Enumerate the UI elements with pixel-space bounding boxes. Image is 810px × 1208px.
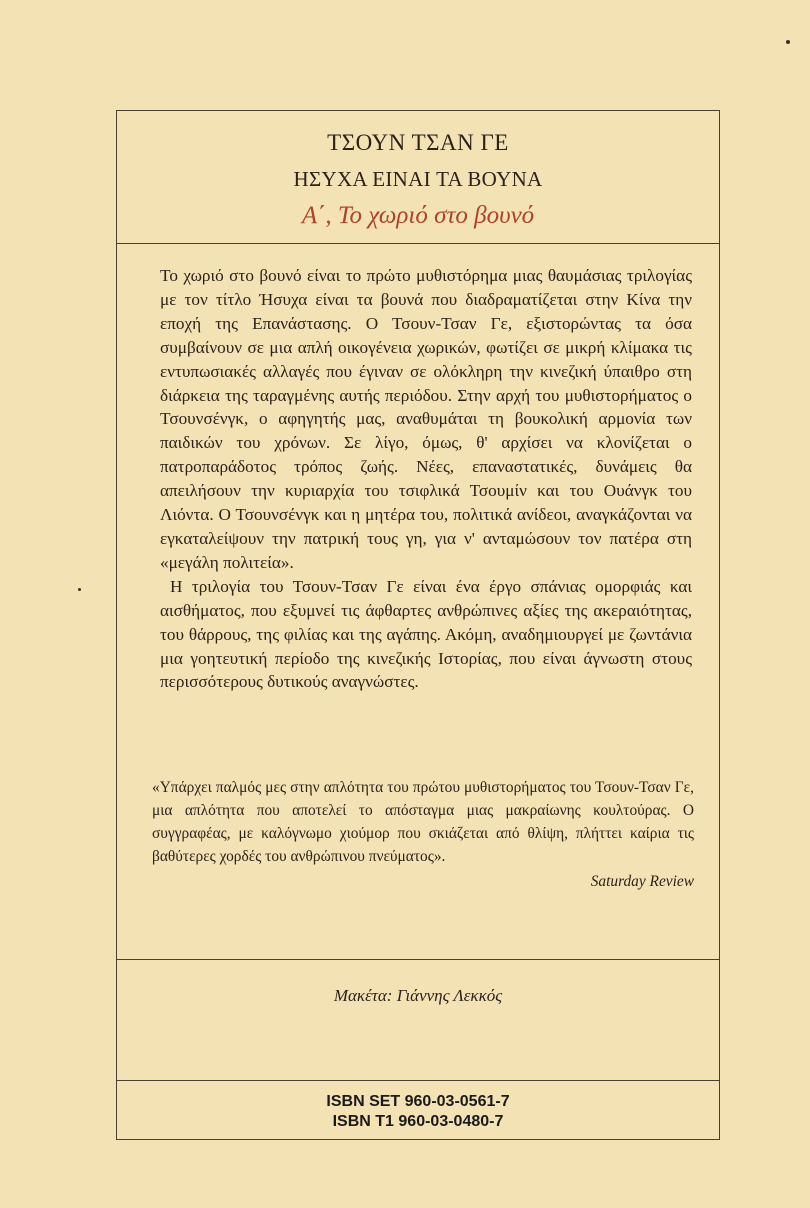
isbn-set: ISBN SET 960-03-0561-7 (326, 1093, 510, 1110)
blurb-text (160, 264, 692, 694)
review-quote: «Υπάρχει παλμός μες στην απλότητα του πρώτου μυθιστορήματος του Τσουν-Τσαν Γε, μια απλότητα που αποτελεί το απόσταγμα μιας μακραίωνης κουλτούρας. Ο συγγραφέας, με καλόγνωμο χιούμορ που σκιάζεται από θλίψη, πλήττει καίρια τις βαθύτερες χορδές του ανθρώπινου πνεύματος». (152, 779, 694, 866)
body-divider (116, 959, 720, 960)
isbn-volume: ISBN T1 960-03-0480-7 (332, 1113, 504, 1130)
series-title: ΗΣΥΧΑ ΕΙΝΑΙ ΤΑ ΒΟΥΝΑ (293, 167, 543, 191)
paper-speck (786, 40, 790, 44)
review-source: Saturday Review (590, 873, 694, 891)
paper-speck (78, 588, 81, 591)
blurb-paragraph: Το χωριό στο βουνό είναι το πρώτο μυθιστόρημα μιας θαυμάσιας τριλογίας με τον τίτλο Ήσυχα είναι τα βουνά που διαδραματίζεται στην Κίνα την εποχή της Επανάστασης. Ο Τσουν-Τσαν Γε, εξιστορώντας τα όσα συμβαίνουν σε μια απλή οικογένεια χωρικών, φωτίζει σε μικρή κλίμακα τις εντυπωσιακές αλλαγές που έγιναν σε ολόκληρη την κινεζική ύπαιθρο στη διάρκεια της ταραγμένης αυτής περιόδου. Στην αρχή του μυθιστορήματος ο Τσουνσένγκ, ο αφηγητής μας, αναθυμάται τη βουκολική αρμονία των παιδικών του χρόνων. Σε λίγο, όμως, θ' αρχίσει να κλονίζεται ο πατροπαράδοτος τρόπος ζωής. Νέες, επαναστατικές, δυνάμεις θα απειλήσουν την κυριαρχία του τσιφλικά Τσουμίν και του Ουάνγκ του Λιόντα. Ο Τσουνσένγκ και η μητέρα του, πολιτικά ανίδεοι, αναγκάζονται να εγκαταλείψουν την πατρική τους γη, για ν' ανταμώσουν τον πατέρα στη «μεγάλη πολιτεία». (160, 266, 692, 572)
design-credit: Μακέτα: Γιάννης Λεκκός (333, 986, 503, 1005)
review-quote-block (152, 776, 694, 893)
header-divider (116, 243, 720, 244)
volume-title: Α΄, Το χωριό στο βουνό (301, 202, 535, 229)
blurb-paragraph: Η τριλογία του Τσουν-Τσαν Γε είναι ένα έργο σπάνιας ομορφιάς και αισθήματος, που εξυμνεί τις άφθαρτες ανθρώπινες αξίες της ακεραιότητας, του θάρρους, της φιλίας και της αγάπης. Ακόμη, αναδημιουργεί με ζωντάνια μια γοητευτική περίοδο της κινεζικής Ιστορίας, που είναι άγνωστη στους περισσότερους δυτικούς αναγνώστες. (160, 576, 692, 692)
author-name: ΤΣΟΥΝ ΤΣΑΝ ΓΕ (327, 130, 509, 155)
isbn-block (116, 1092, 720, 1132)
title-block (116, 128, 720, 234)
isbn-divider (116, 1080, 720, 1081)
